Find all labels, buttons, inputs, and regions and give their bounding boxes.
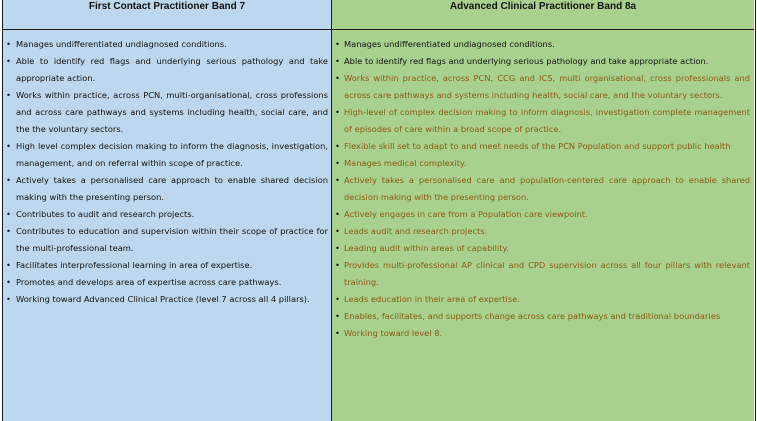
fcp-column-header: First Contact Practitioner Band 7 bbox=[3, 0, 331, 30]
list-item: • Facilitates interprofessional learning in area of expertise. bbox=[3, 257, 331, 274]
list-item: • Able to identify red flags and underlying serious pathology and take appropriate action. bbox=[332, 53, 754, 70]
list-item: • Flexible skill set to adapt to and meet needs of the PCN Population and support public health bbox=[332, 138, 754, 155]
list-item: • Contributes to education and supervision within their scope of practice for the multi-professional team. bbox=[3, 223, 331, 257]
list-item: • High level complex decision making to inform the diagnosis, investigation, management, and on referral within scope of practice. bbox=[3, 138, 331, 172]
list-item: • High-level of complex decision making to inform diagnosis, investigation complete management of episodes of care within a broad scope of practice. bbox=[332, 104, 754, 138]
list-item: • Promotes and develops area of expertise across care pathways. bbox=[3, 274, 331, 291]
list-item: • Leads education in their area of expertise. bbox=[332, 291, 754, 308]
list-item: • Able to identify red flags and underlying serious pathology and take appropriate action. bbox=[3, 53, 331, 87]
list-item: • Working toward Advanced Clinical Practice (level 7 across all 4 pillars). bbox=[3, 291, 331, 308]
list-item: • Manages medical complexity. bbox=[332, 155, 754, 172]
list-item: • Works within practice, across PCN, multi-organisational, cross professions and across care pathways and systems including health, social care, and the the voluntary sectors. bbox=[3, 87, 331, 138]
list-item: • Contributes to audit and research projects. bbox=[3, 206, 331, 223]
list-item: • Actively takes a personalised care and population-centered care approach to enable shared decision making with the presenting person. bbox=[332, 172, 754, 206]
list-item: • Provides multi-professional AP clinical and CPD supervision across all four pillars with relevant training. bbox=[332, 257, 754, 291]
list-item: • Leads audit and research projects. bbox=[332, 223, 754, 240]
comparison-table bbox=[2, 0, 756, 421]
acp-column-header: Advanced Clinical Practitioner Band 8a bbox=[332, 0, 754, 30]
list-item: • Manages undifferentiated undiagnosed conditions. bbox=[332, 36, 754, 53]
fcp-list bbox=[3, 36, 331, 308]
acp-list bbox=[332, 36, 754, 342]
list-item: • Actively engages in care from a Population care viewpoint. bbox=[332, 206, 754, 223]
list-item: • Working toward level 8. bbox=[332, 325, 754, 342]
fcp-column bbox=[3, 0, 332, 421]
list-item: • Actively takes a personalised care approach to enable shared decision making with the presenting person. bbox=[3, 172, 331, 206]
list-item: • Leading audit within areas of capability. bbox=[332, 240, 754, 257]
list-item: • Works within practice, across PCN, CCG and ICS, multi organisational, cross professionals and across care pathways and systems including health, social care, and the voluntary sectors. bbox=[332, 70, 754, 104]
list-item: • Enables, facilitates, and supports change across care pathways and traditional boundaries bbox=[332, 308, 754, 325]
list-item: • Manages undifferentiated undiagnosed conditions. bbox=[3, 36, 331, 53]
acp-column bbox=[332, 0, 754, 421]
